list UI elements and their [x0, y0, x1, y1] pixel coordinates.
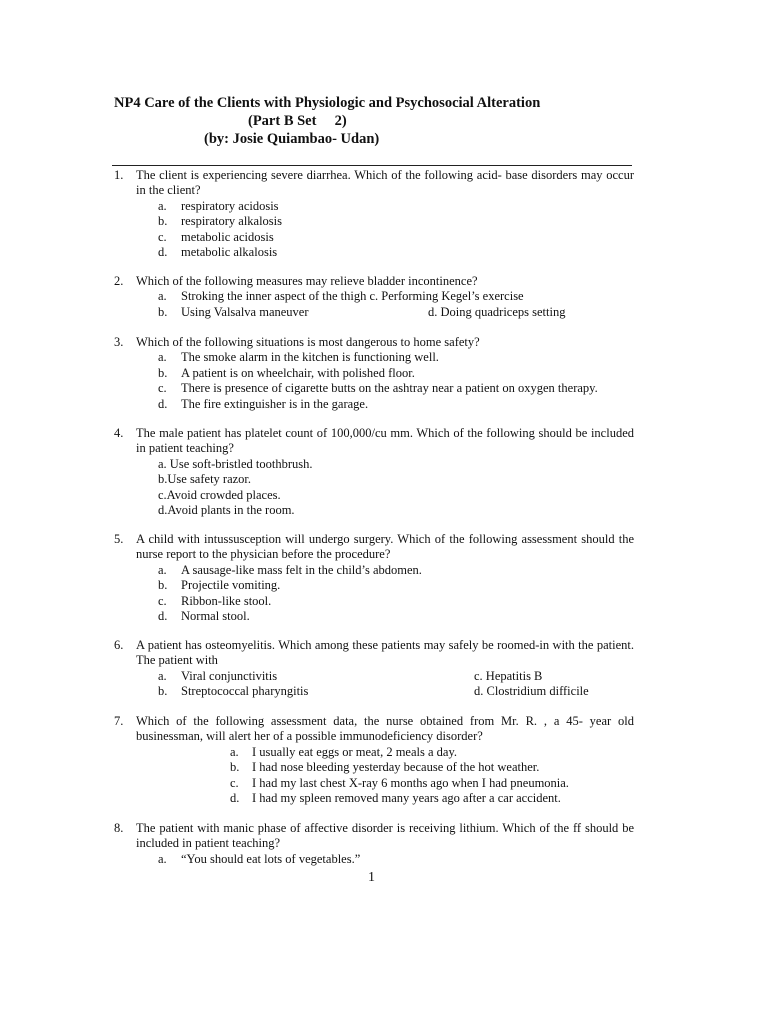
question-8	[114, 821, 634, 867]
option-text: Normal stool.	[181, 608, 250, 623]
option-letter: a.	[158, 851, 167, 866]
option-c: c.Avoid crowded places.	[158, 487, 281, 502]
option-b	[114, 305, 634, 320]
option-text: metabolic acidosis	[181, 229, 274, 244]
question-number: 6.	[114, 638, 124, 652]
option-a	[114, 563, 634, 578]
option-letter: b.	[230, 760, 240, 775]
option-letter: d.	[230, 790, 240, 805]
question-3	[114, 335, 634, 412]
option-letter: a.	[158, 562, 167, 577]
option-text: I had nose bleeding yesterday because of the hot weather.	[252, 760, 540, 775]
option-text-right: c. Hepatitis B	[474, 668, 543, 683]
option-letter: a.	[230, 744, 239, 759]
option-b: b.Use safety razor.	[158, 472, 252, 487]
option-text: Stroking the inner aspect of the thigh c. Performing Kegel’s exercise	[181, 289, 524, 304]
question-number: 4.	[114, 426, 124, 440]
option-a	[114, 852, 634, 867]
option-a	[114, 199, 634, 214]
question-5	[114, 532, 634, 624]
option-text: Projectile vomiting.	[181, 578, 281, 593]
option-d	[114, 609, 634, 624]
question-stem: The patient with manic phase of affective disorder is receiving lithium. Which of the ff should be included in patient teaching?	[136, 821, 634, 851]
option-letter: a.	[158, 198, 167, 213]
option-letter: d.	[158, 396, 168, 411]
document-subtitle-set: (Part B Set 2)	[248, 113, 347, 129]
option-c	[114, 594, 634, 609]
option-b	[114, 578, 634, 593]
option-d: d.Avoid plants in the room.	[158, 502, 295, 517]
option-letter: c.	[158, 381, 167, 396]
header-divider	[112, 165, 632, 166]
option-text: “You should eat lots of vegetables.”	[181, 851, 361, 866]
question-number: 8.	[114, 821, 124, 835]
option-b	[114, 760, 634, 775]
question-2	[114, 274, 634, 320]
option-letter: c.	[230, 775, 239, 790]
question-stem: The client is experiencing severe diarrhea. Which of the following acid- base disorders may occur in the client?	[136, 168, 634, 198]
option-letter: b.	[158, 365, 168, 380]
question-stem: Which of the following measures may relieve bladder incontinence?	[136, 274, 478, 288]
question-1	[114, 168, 634, 260]
option-letter: b.	[158, 684, 168, 699]
option-a	[114, 745, 634, 760]
option-text: A patient is on wheelchair, with polished floor.	[181, 365, 415, 380]
option-text: I had my last chest X-ray 6 months ago when I had pneumonia.	[252, 775, 569, 790]
question-stem: The male patient has platelet count of 100,000/cu mm. Which of the following should be included in patient teaching?	[136, 426, 634, 456]
option-letter: b.	[158, 214, 168, 229]
option-c	[114, 381, 634, 396]
option-letter: d.	[158, 244, 168, 259]
option-text: I usually eat eggs or meat, 2 meals a day.	[252, 744, 458, 759]
option-letter: c.	[158, 229, 167, 244]
option-letter: c.	[158, 593, 167, 608]
question-stem: A child with intussusception will undergo surgery. Which of the following assessment should the nurse report to the physician before the procedure?	[136, 532, 634, 562]
option-c	[114, 230, 634, 245]
option-b	[114, 684, 634, 699]
document-author: (by: Josie Quiambao- Udan)	[204, 131, 380, 147]
document-title: NP4 Care of the Clients with Physiologic and Psychosocial Alteration	[114, 95, 541, 111]
option-text: Using Valsalva maneuver	[181, 304, 309, 319]
option-letter: a.	[158, 668, 167, 683]
option-a	[114, 669, 634, 684]
question-number: 1.	[114, 168, 124, 182]
page-number: 1	[368, 870, 375, 885]
option-letter: a.	[158, 350, 167, 365]
option-text-right: d. Doing quadriceps setting	[428, 304, 566, 319]
option-letter: b.	[158, 578, 168, 593]
option-a: a. Use soft-bristled toothbrush.	[158, 456, 313, 471]
option-c	[114, 776, 634, 791]
question-stem: Which of the following situations is most dangerous to home safety?	[136, 335, 480, 349]
option-text: Ribbon-like stool.	[181, 593, 272, 608]
question-4	[114, 426, 634, 518]
option-letter: b.	[158, 304, 168, 319]
option-text: respiratory acidosis	[181, 198, 279, 213]
question-number: 5.	[114, 532, 124, 546]
option-text: metabolic alkalosis	[181, 244, 278, 259]
option-text: Viral conjunctivitis	[181, 668, 278, 683]
option-text: I had my spleen removed many years ago after a car accident.	[252, 790, 561, 805]
option-d	[114, 245, 634, 260]
question-number: 7.	[114, 714, 124, 728]
question-6	[114, 638, 634, 700]
question-number: 3.	[114, 335, 124, 349]
option-b	[114, 366, 634, 381]
option-a	[114, 289, 634, 304]
option-text-right: d. Clostridium difficile	[474, 684, 589, 699]
option-text: The smoke alarm in the kitchen is functioning well.	[181, 350, 439, 365]
question-number: 2.	[114, 274, 124, 288]
question-stem: Which of the following assessment data, the nurse obtained from Mr. R. , a 45- year old businessman, will alert her of a possible immunodeficiency disorder?	[136, 714, 634, 744]
option-d	[114, 397, 634, 412]
option-text: The fire extinguisher is in the garage.	[181, 396, 369, 411]
option-letter: d.	[158, 608, 168, 623]
option-b	[114, 214, 634, 229]
option-text: A sausage-like mass felt in the child’s abdomen.	[181, 562, 422, 577]
question-stem: A patient has osteomyelitis. Which among these patients may safely be roomed-in with the patient. The patient with	[136, 638, 634, 668]
option-d	[114, 791, 634, 806]
option-letter: a.	[158, 289, 167, 304]
option-a	[114, 350, 634, 365]
option-text: respiratory alkalosis	[181, 214, 283, 229]
question-7	[114, 714, 634, 806]
option-text: Streptococcal pharyngitis	[181, 684, 309, 699]
option-text: There is presence of cigarette butts on the ashtray near a patient on oxygen therapy.	[181, 381, 598, 396]
